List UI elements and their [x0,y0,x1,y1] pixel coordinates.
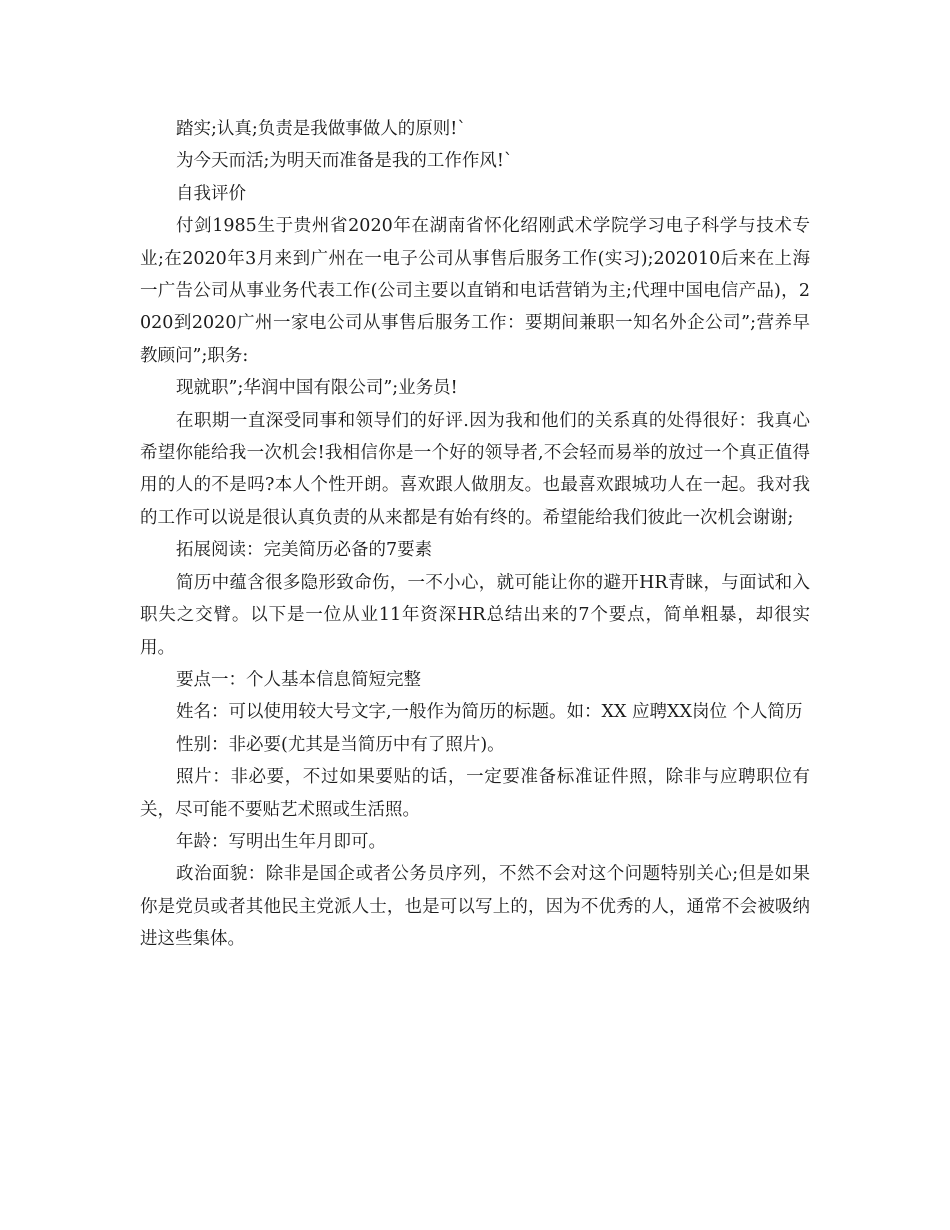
paragraph-resume-intro: 简历中蕴含很多隐形致命伤，一不小心，就可能让你的避开HR青睐，与面试和入职失之交臂。以下是一位从业11年资深HR总结出来的7个要点，简单粗暴，却很实用。 [140,572,810,658]
section-heading-point-one: 要点一：个人基本信息简短完整 [176,669,421,690]
paragraph-self-description: 在职期一直深受同事和领导们的好评.因为我和他们的关系真的处得很好：我真心希望你能给我一次机会!我相信你是一个好的领导者,不会轻而易举的放过一个真正值得用的人的不是吗?本人个性开朗。喜欢跟人做朋友。也最喜欢跟城功人在一起。我对我的工作可以说是很认真负责的从来都是有始有终的。希望能给我们彼此一次机会谢谢; [140,410,810,528]
paragraph-principle: 踏实;认真;负责是我做事做人的原则!` [176,119,467,139]
paragraph-age: 年龄：写明出生年月即可。 [176,831,386,852]
paragraph-work-style: 为今天而活;为明天而准备是我的工作作风!` [176,151,513,172]
section-heading-extended-reading: 拓展阅读：完美简历必备的7要素 [176,540,433,561]
document-body [140,113,810,956]
paragraph-photo: 照片：非必要，不过如果要贴的话，一定要准备标准证件照，除非与应聘职位有关，尽可能不要贴艺术照或生活照。 [140,767,810,820]
paragraph-gender: 性别：非必要(尤其是当简历中有了照片)。 [176,734,505,755]
paragraph-name: 姓名：可以使用较大号文字,一般作为简历的标题。如：XX 应聘XX岗位 个人简历 [176,702,803,723]
paragraph-current-job: 现就职”;华润中国有限公司”;业务员! [176,378,458,399]
paragraph-background: 付剑1985生于贵州省2020年在湖南省怀化绍刚武术学院学习电子科学与技术专业;在2020年3月来到广州在一电子公司从事售后服务工作(实习);202010后来在上海一广告公司从事业务代表工作(公司主要以直销和电话营销为主;代理中国电信产品)，2020到2020广州一家电公司从事售后服务工作：要期间兼职一知名外企公司”;营养早教顾问”;职务: [140,216,810,366]
paragraph-political-status: 政治面貌：除非是国企或者公务员序列，不然不会对这个问题特别关心;但是如果你是党员或者其他民主党派人士，也是可以写上的，因为不优秀的人，通常不会被吸纳进这些集体。 [140,864,810,950]
section-heading-self-evaluation: 自我评价 [176,183,246,204]
